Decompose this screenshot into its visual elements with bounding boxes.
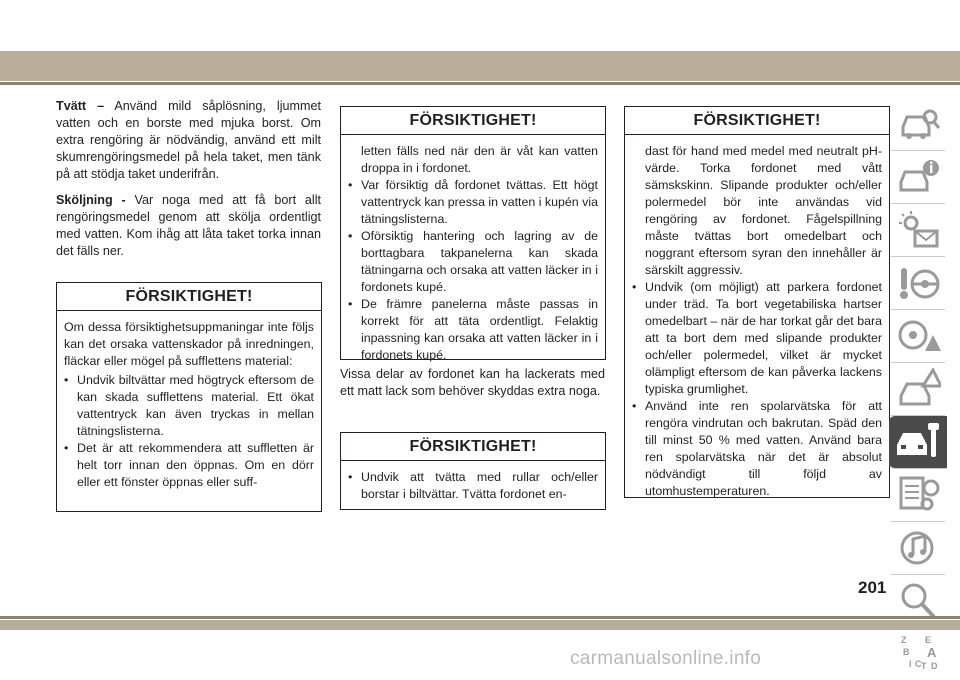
caution-item: • Använd inte ren spolarvätska för att rengöra vindrutan och bakrutan. Späd den till minst 50 % med vatten. Använd bara ren spolarvätska när det är absolut nödvändigt till följd av utomhustemperaturen. [632,398,882,500]
header-band [0,51,960,81]
caution-item: • Oförsiktig hantering och lagring av de borttagbara takpanelerna kan skada tätningarna och orsaka att vatten läcker in i fordonets kupé. [348,228,598,296]
index-letter: E [925,635,932,645]
paragraph-wash [56,98,321,183]
index-letter: A [927,645,937,660]
index-letter: D [931,661,938,671]
term-wash: Tvätt – [56,99,105,113]
index-letter: T [921,661,927,671]
tab-emergency[interactable] [891,363,945,416]
tab-multimedia[interactable] [891,522,945,575]
caution-title: FÖRSIKTIGHET! [625,107,889,135]
caution-item: • Undvik (om möjligt) att parkera fordonet under träd. Ta bort vegetabiliska hartser omedelbart – när de har torkat går det bara att ta bort dem med slipande produkter och/eller polermedel, vilket är mycket olämpligt eftersom de kan påverka lackens typiska grumlighet. [632,279,882,398]
footer-band [0,620,960,630]
paragraph-matte: Vissa delar av fordonet kan ha lackerats med ett matt lack som behöver skyddas extra noga. [340,367,605,398]
column-1 [56,98,321,269]
caution-box-2 [340,106,606,360]
page-number: 201 [858,578,887,597]
header-rule [0,82,960,85]
term-rinse: Sköljning - [56,193,126,207]
caution-title: FÖRSIKTIGHET! [57,283,321,311]
caution-title: FÖRSIKTIGHET! [341,433,605,461]
paragraph-rinse [56,192,321,260]
caution-item: • De främre panelerna måste passas in korrekt för att täta ordentligt. Felaktig inpassning kan orsaka att vatten läcker in i fordonets kupé. [348,296,598,364]
tab-car-search[interactable] [891,98,945,151]
tab-safety[interactable] [891,257,945,310]
index-letter: Z [901,635,907,645]
tab-car-info[interactable] [891,151,945,204]
index-letter: B [903,647,910,657]
column-2-text [340,366,605,409]
caution-title: FÖRSIKTIGHET! [341,107,605,135]
caution-box-4 [624,106,890,498]
caution-item: • Var försiktig då fordonet tvättas. Ett högt vattentryck kan pressa in vatten i kupén via tätningslisterna. [348,177,598,228]
watermark: carmanualsonline.info [570,648,762,669]
footer-rule [0,616,960,619]
caution-continuation: dast för hand med medel med neutralt pH-värde. Torka fordonet med vått sämskskinn. Slipande produkter och/eller polermedel bör inte användas vid rengöring av fordonet. Fågelspillning måste tvättas bort omedelbart och noggrant eftersom syran den innehåller är särskilt aggressiv. [645,144,882,277]
caution-box-3 [340,432,606,510]
text-wash: Använd mild såplösning, ljummet vatten och en borste med mjuka borst. Om extra rengöring är nödvändig, använd ett milt skumrengöringsmedel på hela taket, men tänk på att stödja taket underifrån. [56,99,321,181]
caution-continuation: letten fälls ned när den är våt kan vatten droppa in i fordonet. [361,144,598,175]
index-letter: C [915,659,922,669]
caution-box-1 [56,282,322,512]
tab-service-maintenance[interactable] [889,416,947,469]
caution-item: • Det är att rekommendera att suffletten är helt torr innan den öppnas. Om en dörr eller ett fönster öppnas eller suff- [64,440,314,491]
caution-intro: Om dessa försiktighetsuppmaningar inte följs kan det orsaka vattenskador på inredningen, fläckar eller mögel på sufflettens material: [64,320,314,368]
tab-starting-driving[interactable] [891,310,945,363]
caution-item: • Undvik biltvättar med högtryck eftersom de kan skada sufflettens material. Ett ökat vattentryck kan även tryckas in mellan tätningslisterna. [64,372,314,440]
tab-warning-lights[interactable] [891,204,945,257]
tab-specifications[interactable] [891,469,945,522]
tab-index[interactable] [891,628,945,680]
index-letter: I [909,659,912,669]
caution-item: • Undvik att tvätta med rullar och/eller borstar i biltvättar. Tvätta fordonet en- [348,469,598,503]
text-rinse: Var noga med att få bort allt rengöringsmedel genom att skölja ordentligt med vatten. Kom ihåg att låta taket torka innan det fälls ner. [56,193,322,258]
